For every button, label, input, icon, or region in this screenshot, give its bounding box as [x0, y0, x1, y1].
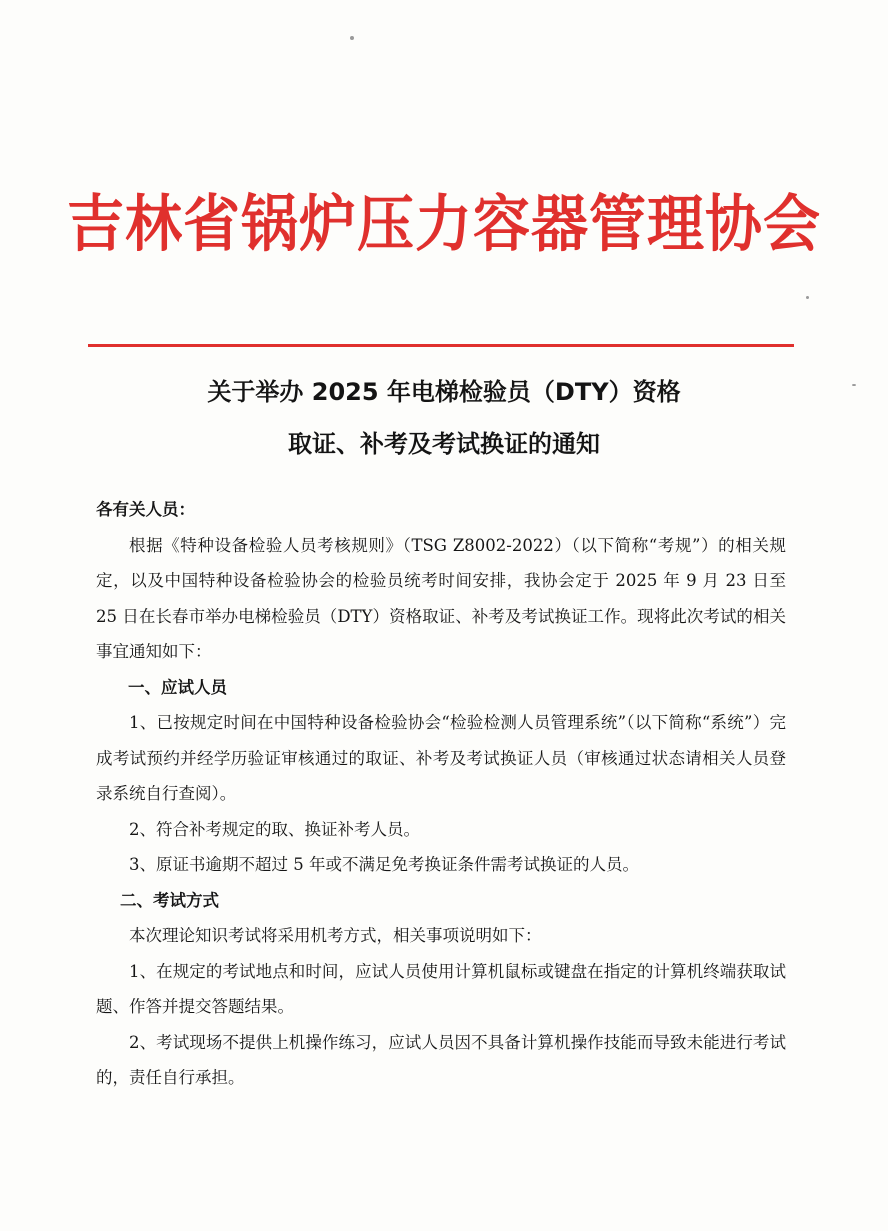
- exam-method-item-2: 2、考试现场不提供上机操作练习，应试人员因不具备计算机操作技能而导致未能进行考试的，责任自行承担。: [96, 1032, 786, 1087]
- organization-letterhead: 吉林省锅炉压力容器管理协会: [67, 188, 821, 261]
- candidates-item-1: 1、已按规定时间在中国特种设备检验协会“检验检测人员管理系统”（以下简称“系统”）完成考试预约并经学历验证审核通过的取证、补考及考试换证人员（审核通过状态请相关人员登录系统自行查阅）。: [96, 713, 786, 803]
- exam-method-intro: 本次理论知识考试将采用机考方式，相关事项说明如下：: [129, 926, 542, 945]
- section-heading-exam-method: 二、考试方式: [120, 890, 219, 910]
- scan-speck: [806, 296, 809, 299]
- notice-title-line-1: 关于举办 2025 年电梯检验员（DTY）资格: [207, 378, 681, 406]
- notice-title-line-2: 取证、补考及考试换证的通知: [288, 430, 600, 458]
- letterhead-divider: [88, 344, 794, 347]
- salutation: 各有关人员：: [96, 500, 195, 519]
- scan-speck: [350, 36, 354, 40]
- section-heading-candidates: 一、应试人员: [128, 677, 227, 697]
- exam-method-item-1: 1、在规定的考试地点和时间，应试人员使用计算机鼠标或键盘在指定的计算机终端获取试题、作答并提交答题结果。: [96, 961, 786, 1016]
- notice-body: [96, 492, 786, 1096]
- candidates-item-3: 3、原证书逾期不超过 5 年或不满足免考换证条件需考试换证的人员。: [129, 855, 639, 874]
- candidates-item-2: 2、符合补考规定的取、换证补考人员。: [129, 819, 420, 839]
- intro-paragraph: 根据《特种设备检验人员考核规则》（TSG Z8002-2022）（以下简称“考规”）的相关规定，以及中国特种设备检验协会的检验员统考时间安排，我协会定于 2025 年 9 月 23 日至 25 日在长春市举办电梯检验员（DTY）资格取证、补考及考试换证工作。现将此次考试的相关事宜通知如下：: [96, 535, 786, 661]
